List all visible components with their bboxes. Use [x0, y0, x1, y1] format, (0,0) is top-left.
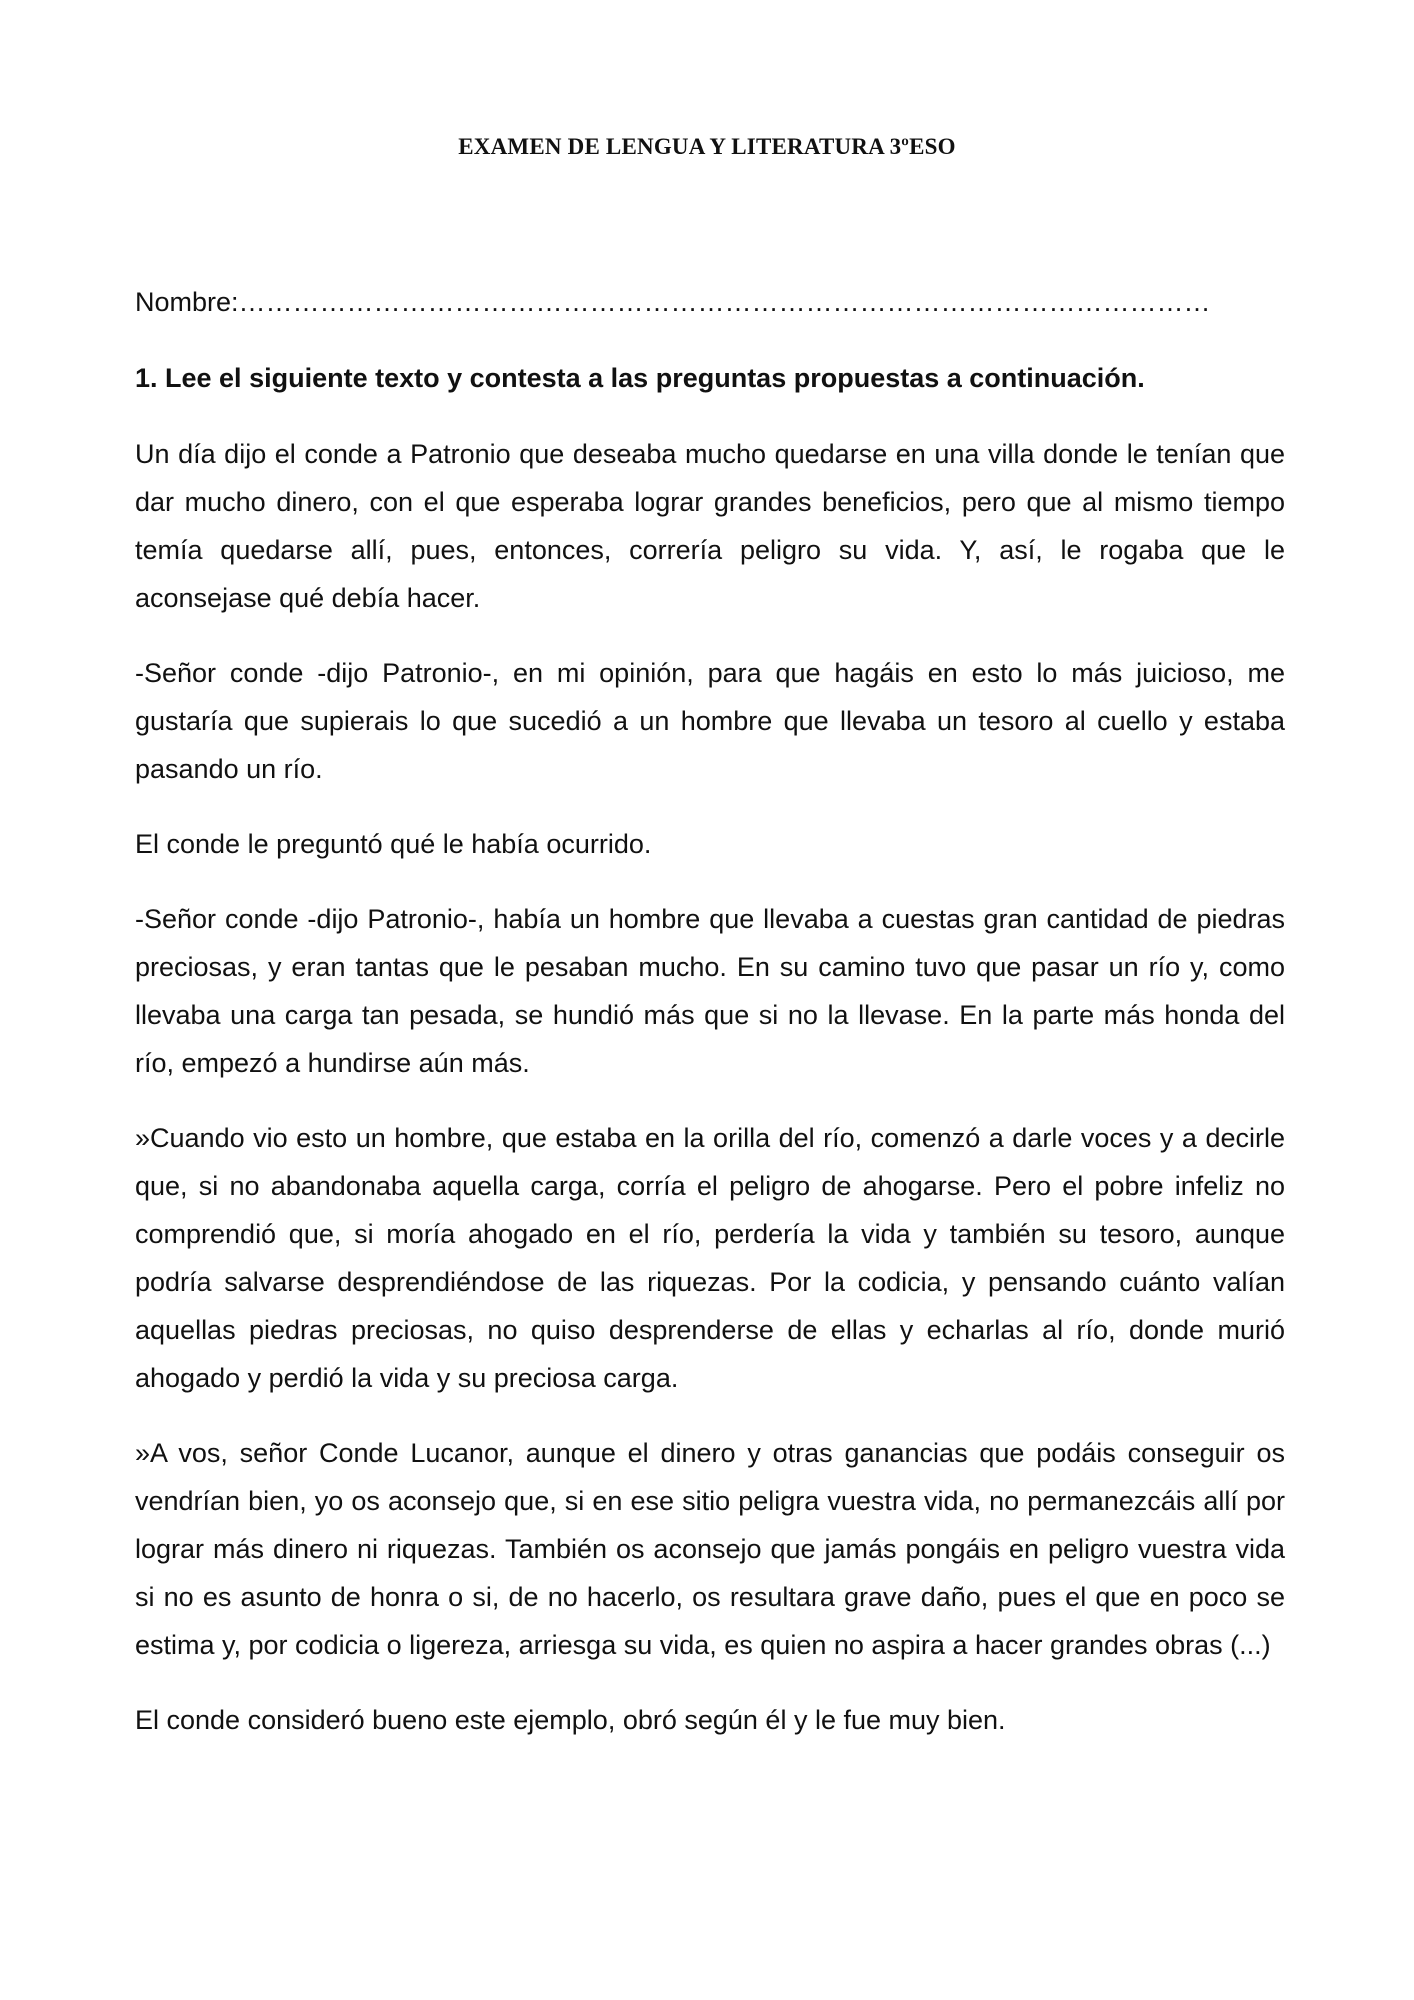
passage-paragraph: Un día dijo el conde a Patronio que deseaba mucho quedarse en una villa donde le tenían que dar mucho dinero, con el que esperaba lograr grandes beneficios, pero que al mismo tiempo temía quedarse allí, pues, entonces, correría peligro su vida. Y, así, le rogaba que le aconsejase qué debía hacer.	[135, 439, 1285, 613]
question-1-heading: 1. Lee el siguiente texto y contesta a las preguntas propuestas a continuación.	[135, 363, 1145, 393]
passage-paragraph: »A vos, señor Conde Lucanor, aunque el dinero y otras ganancias que podáis conseguir os vendrían bien, yo os aconsejo que, si en ese sitio peligra vuestra vida, no permanezcáis allí por lograr más dinero ni riquezas. También os aconsejo que jamás pongáis en peligro vuestra vida si no es asunto de honra o si, de no hacerlo, os resultara grave daño, pues el que en poco se estima y, por codicia o ligereza, arriesga su vida, es quien no aspira a hacer grandes obras (...)	[135, 1438, 1285, 1660]
student-name-line: Nombre:………………………………………………………………………………………………	[135, 287, 1211, 317]
exam-title: EXAMEN DE LENGUA Y LITERATURA 3ºESO	[458, 134, 956, 159]
passage-paragraph: El conde consideró bueno este ejemplo, obró según él y le fue muy bien.	[135, 1705, 1006, 1735]
passage-paragraph: El conde le preguntó qué le había ocurrido.	[135, 829, 652, 859]
reading-passage	[135, 430, 1285, 1771]
passage-paragraph: -Señor conde -dijo Patronio-, había un hombre que llevaba a cuestas gran cantidad de piedras preciosas, y eran tantas que le pesaban mucho. En su camino tuvo que pasar un río y, como llevaba una carga tan pesada, se hundió más que si no la llevase. En la parte más honda del río, empezó a hundirse aún más.	[135, 904, 1285, 1078]
passage-paragraph: »Cuando vio esto un hombre, que estaba en la orilla del río, comenzó a darle voces y a decirle que, si no abandonaba aquella carga, corría el peligro de ahogarse. Pero el pobre infeliz no comprendió que, si moría ahogado en el río, perdería la vida y también su tesoro, aunque podría salvarse desprendiéndose de las riquezas. Por la codicia, y pensando cuánto valían aquellas piedras preciosas, no quiso desprenderse de ellas y echarlas al río, donde murió ahogado y perdió la vida y su preciosa carga.	[135, 1123, 1285, 1393]
passage-paragraph: -Señor conde -dijo Patronio-, en mi opinión, para que hagáis en esto lo más juicioso, me gustaría que supierais lo que sucedió a un hombre que llevaba un tesoro al cuello y estaba pasando un río.	[135, 658, 1285, 784]
